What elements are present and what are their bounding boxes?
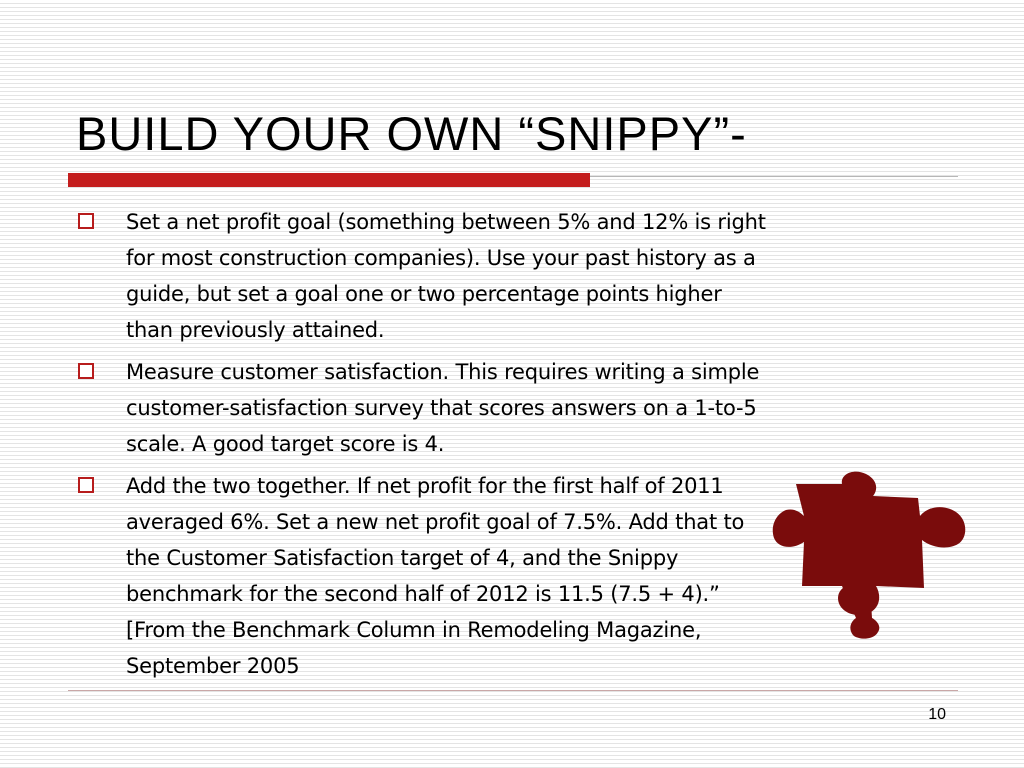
bullet-item-profit-goal <box>76 204 766 348</box>
square-bullet-icon <box>78 477 94 493</box>
bullet-text: Add the two together. If net profit for the first half of 2011 averaged 6%. Set a new net profit goal of 7.5%. Add that to the Customer Satisfaction target of 4, and the Snippy benchmark for the second half of 2012 is 11.5 (7.5 + 4).” [From the Benchmark Column in Remodeling Magazine, September 2005 <box>126 474 745 678</box>
puzzle-piece-icon <box>770 470 980 645</box>
bullet-item-add-together <box>76 468 766 684</box>
slide-number: 10 <box>928 706 946 723</box>
bullet-text: Measure customer satisfaction. This requires writing a simple customer-satisfaction survey that scores answers on a 1-to-5 scale. A good target score is 4. <box>126 360 760 456</box>
footer-divider <box>68 690 958 691</box>
bullet-text: Set a net profit goal (something between 5% and 12% is right for most construction companies). Use your past history as a guide, but set a goal one or two percentage points higher than previously attained. <box>126 210 766 342</box>
square-bullet-icon <box>78 363 94 379</box>
square-bullet-icon <box>78 213 94 229</box>
title-accent-bar <box>68 173 590 187</box>
slide-title: BUILD YOUR OWN “SNIPPY”- <box>76 107 747 160</box>
bullet-item-customer-satisfaction <box>76 354 766 462</box>
bullet-list <box>76 204 766 690</box>
